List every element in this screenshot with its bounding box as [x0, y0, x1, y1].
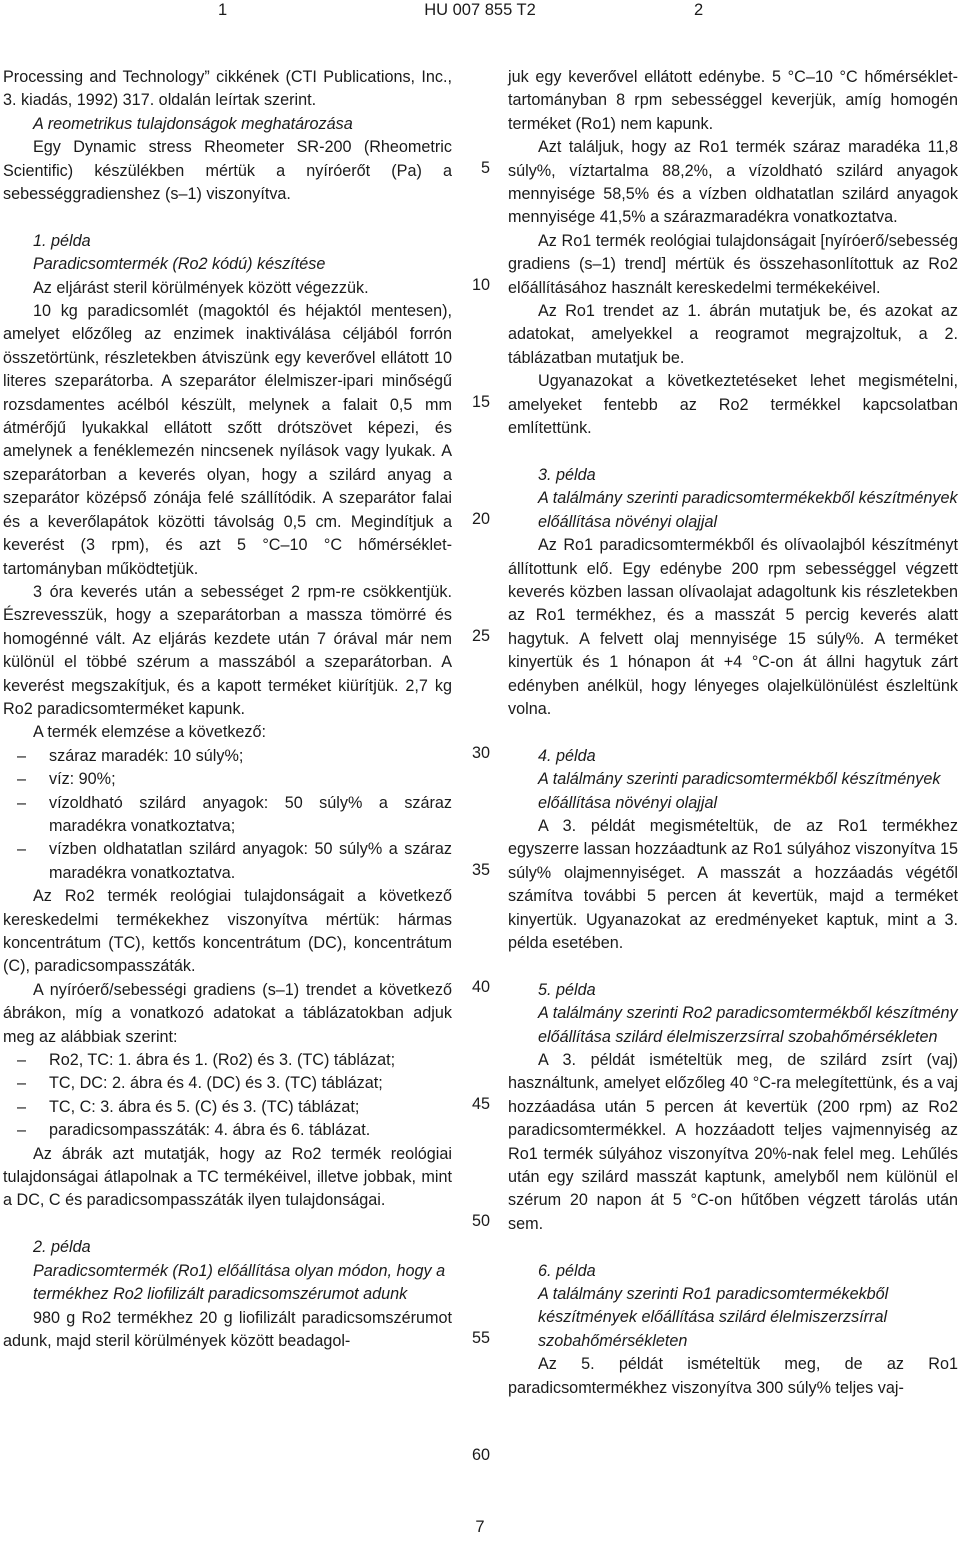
paragraph: Azt találjuk, hogy az Ro1 termék száraz maradéka 11,8 súly%, víztartalma 88,2%, a vízoldható szilárd anyagok mennyisége 58,5% és a vízben oldhatatlan szilárd anyagok mennyisége 41,5% a szárazmaradékra vonatkoztatva.	[508, 138, 958, 227]
paragraph: 980 g Ro2 termékhez 20 g liofilizált paradicsomszérumot adunk, majd steril körülmények között beadagol-	[3, 1308, 452, 1350]
line-number: 55	[471, 1329, 490, 1347]
paragraph: Egy Dynamic stress Rheometer SR-200 (Rheometric Scientific) készülékben mértük a nyíróerőt (Pa) a sebességgradienshez (s–1) viszonyítva.	[3, 138, 452, 204]
line-number: 40	[471, 978, 490, 996]
paragraph: Az Ro1 termék reológiai tulajdonságait [nyíróerő/sebesség gradiens (s–1) trend] mértük és összehasonlítottuk az Ro2 előállításához használt kereskedelmi termékekéivel.	[508, 231, 958, 297]
example-number: 5. példa	[538, 980, 596, 999]
paragraph: A 3. példát ismételtük meg, de szilárd zsírt (vaj) használtunk, amelyet előzőleg 40 °C-ra melegítettünk, és a vaj hozzáadása után 5 percen át kevertük (200 rpm) az Ro2 paradicsomtermékkel. A hozzáadott teljes vajmennyiség az Ro1 termék súlyához viszonyítva 20%-nak felel meg. Lehűlés után egy szilárd masszát kaptunk, amelyből nem különül el szérum 20 napon át 5 °C-on hűtőben végzett tárolás után sem.	[508, 1051, 958, 1233]
line-number: 60	[471, 1446, 490, 1464]
paragraph: 10 kg paradicsomlét (magoktól és héjaktól mentesen), amelyet előzőleg az enzimek inaktiválása céljából forrón összetörtünk, részletekben átviszünk egy keverővel ellátott 10 literes szeparátorba. A szeparátor élelmiszer-ipari minőségű rozsdamentes acélból készült, melynek a falait 0,5 mm átmérőjű lyukakkal ellátott szőtt drótszövet képezi, és amelynek a fenéklemezén nincsenek nyílások vagy lyukak. A szeparátorban a keverés olyan, hogy a szilárd anyag a szeparátor középső zónája felé szállítódik. A szeparátor falai és a keverőlapátok közötti távolság 0,5 cm. Megindítjuk a keverést (3 rpm), és azt 5 °C–10 °C hőmérséklet-tartományban működtetjük.	[3, 302, 452, 578]
line-number: 30	[471, 744, 490, 762]
line-number: 25	[471, 627, 490, 645]
right-column	[508, 66, 958, 1400]
paragraph: Az Ro2 termék reológiai tulajdonságait a következő kereskedelmi termékekhez viszonyítva mértük: hármas koncentrátum (TC), kettős koncentrátum (DC), koncentrátum (C), paradicsompasszáták.	[3, 887, 452, 976]
header-left-page: 1	[218, 1, 228, 19]
example-title: Paradicsomtermék (Ro1) előállítása olyan módon, hogy a termékhez Ro2 liofilizált paradicsomszérumot adunk	[33, 1261, 446, 1304]
list-item: – vízben oldhatatlan szilárd anyagok: 50 súly% a száraz maradékra vonatkoztatva.	[17, 840, 452, 882]
example-title: A találmány szerinti Ro1 paradicsomtermékekből készítmények előállítása szilárd élelmiszerzsírral szobahőmérsékleten	[538, 1285, 889, 1350]
section-heading: A reometrikus tulajdonságok meghatározása	[33, 114, 353, 133]
left-column	[3, 66, 452, 1353]
paragraph: Az ábrák azt mutatják, hogy az Ro2 termék reológiai tulajdonságai átlapolnak a TC termékéivel, illetve jobbak, mint a DC, C és paradicsompasszáták ilyen tulajdonságai.	[3, 1144, 452, 1210]
list-item: – vízoldható szilárd anyagok: 50 súly% a száraz maradékra vonatkoztatva;	[17, 793, 452, 835]
example-number: 3. példa	[538, 465, 596, 484]
list-item: – víz: 90%;	[17, 770, 116, 789]
line-number: 50	[471, 1212, 490, 1230]
paragraph: Az Ro1 paradicsomtermékből és olívaolajból készítményt állítottunk elő. Egy edénybe 200 rpm sebességgel végzett keverés közben lassan olívaolajat adagoltunk kis részletekben az Ro1 termékhez, és a masszát 5 percig keverés alatt hagytuk. A felvett olaj mennyisége 15 súly%. A terméket kinyertük és 1 hónapon át +4 °C-on át állni hagytuk zárt edényben anélkül, hogy lényeges olajelkülönülést észleltünk volna.	[508, 536, 958, 718]
list-item: – száraz maradék: 10 súly%;	[17, 746, 244, 765]
line-number: 15	[471, 393, 490, 411]
example-number: 2. példa	[33, 1238, 91, 1257]
paragraph: Processing and Technology” cikkének (CTI Publications, Inc., 3. kiadás, 1992) 317. oldalán leírtak szerint.	[3, 68, 452, 110]
line-number: 10	[471, 276, 490, 294]
example-title: A találmány szerinti paradicsomtermékből készítmények előállítása növényi olajjal	[538, 770, 941, 812]
page-number: 7	[475, 1518, 485, 1536]
line-number: 35	[471, 861, 490, 879]
paragraph: A 3. példát megismételtük, de az Ro1 termékhez egyszerre lassan hozzáadtunk az Ro1 súlyához viszonyítva 15 súly% olajmennyiséget. A masszát a hozzáadás végétől számítva további 5 percen át kevertük, majd a terméket kinyertük. Ugyanazokat az eredményeket kaptuk, mint a 3. példa esetében.	[508, 816, 958, 952]
line-number: 20	[471, 510, 490, 528]
example-number: 6. példa	[538, 1261, 596, 1280]
line-number: 5	[480, 159, 490, 177]
paragraph: A termék elemzése a következő:	[33, 723, 267, 742]
paragraph: A nyíróerő/sebességi gradiens (s–1) trendet a következő ábrákon, míg a vonatkozó adatokat a táblázatokban adjuk meg az alábbiak szerint:	[3, 980, 452, 1046]
paragraph: juk egy keverővel ellátott edénybe. 5 °C–10 °C hőmérséklet-tartományban 8 rpm sebességgel keverjük, amíg homogén terméket (Ro1) nem kapunk.	[508, 68, 958, 133]
example-number: 1. példa	[33, 231, 91, 250]
line-number: 45	[471, 1095, 490, 1113]
patent-number: HU 007 855 T2	[424, 1, 536, 19]
list-item: – paradicsompasszáták: 4. ábra és 6. táblázat.	[17, 1121, 371, 1140]
list-item: – TC, C: 3. ábra és 5. (C) és 3. (TC) táblázat;	[17, 1097, 360, 1116]
header-right-page: 2	[694, 1, 704, 19]
example-title: A találmány szerinti paradicsomtermékekből készítmények előállítása növényi olajjal	[538, 489, 958, 531]
paragraph: 3 óra keverés után a sebességet 2 rpm-re csökkentjük. Észrevesszük, hogy a szeparátorban a massza tömörré és homogénné vált. Az eljárás kezdete után 7 órával már nem különül el többé szérum a masszából a szeparátorban. A keverést megszakítjuk, és a kapott terméket kiürítjük. 2,7 kg Ro2 paradicsomterméket kapunk.	[3, 582, 452, 718]
example-title: Paradicsomtermék (Ro2 kódú) készítése	[33, 255, 326, 274]
example-title: A találmány szerinti Ro2 paradicsomtermékből készítmény előállítása szilárd élelmiszerzsírral szobahőmérsékleten	[538, 1004, 958, 1046]
example-number: 4. példa	[538, 746, 596, 765]
list-item: – Ro2, TC: 1. ábra és 1. (Ro2) és 3. (TC) táblázat;	[17, 1051, 396, 1070]
paragraph: Az 5. példát ismételtük meg, de az Ro1 paradicsomtermékhez viszonyítva 300 súly% teljes vaj-	[508, 1355, 958, 1397]
paragraph: Ugyanazokat a következtetéseket lehet megismételni, amelyeket fentebb az Ro2 termékkel kapcsolatban említettünk.	[508, 372, 958, 438]
list-item: – TC, DC: 2. ábra és 4. (DC) és 3. (TC) táblázat;	[17, 1074, 383, 1093]
paragraph: Az Ro1 trendet az 1. ábrán mutatjuk be, és azokat az adatokat, amelyekkel a reogramot megrajzoltuk, a 2. táblázatban mutatjuk be.	[508, 302, 958, 367]
paragraph: Az eljárást steril körülmények között végezzük.	[33, 278, 369, 297]
